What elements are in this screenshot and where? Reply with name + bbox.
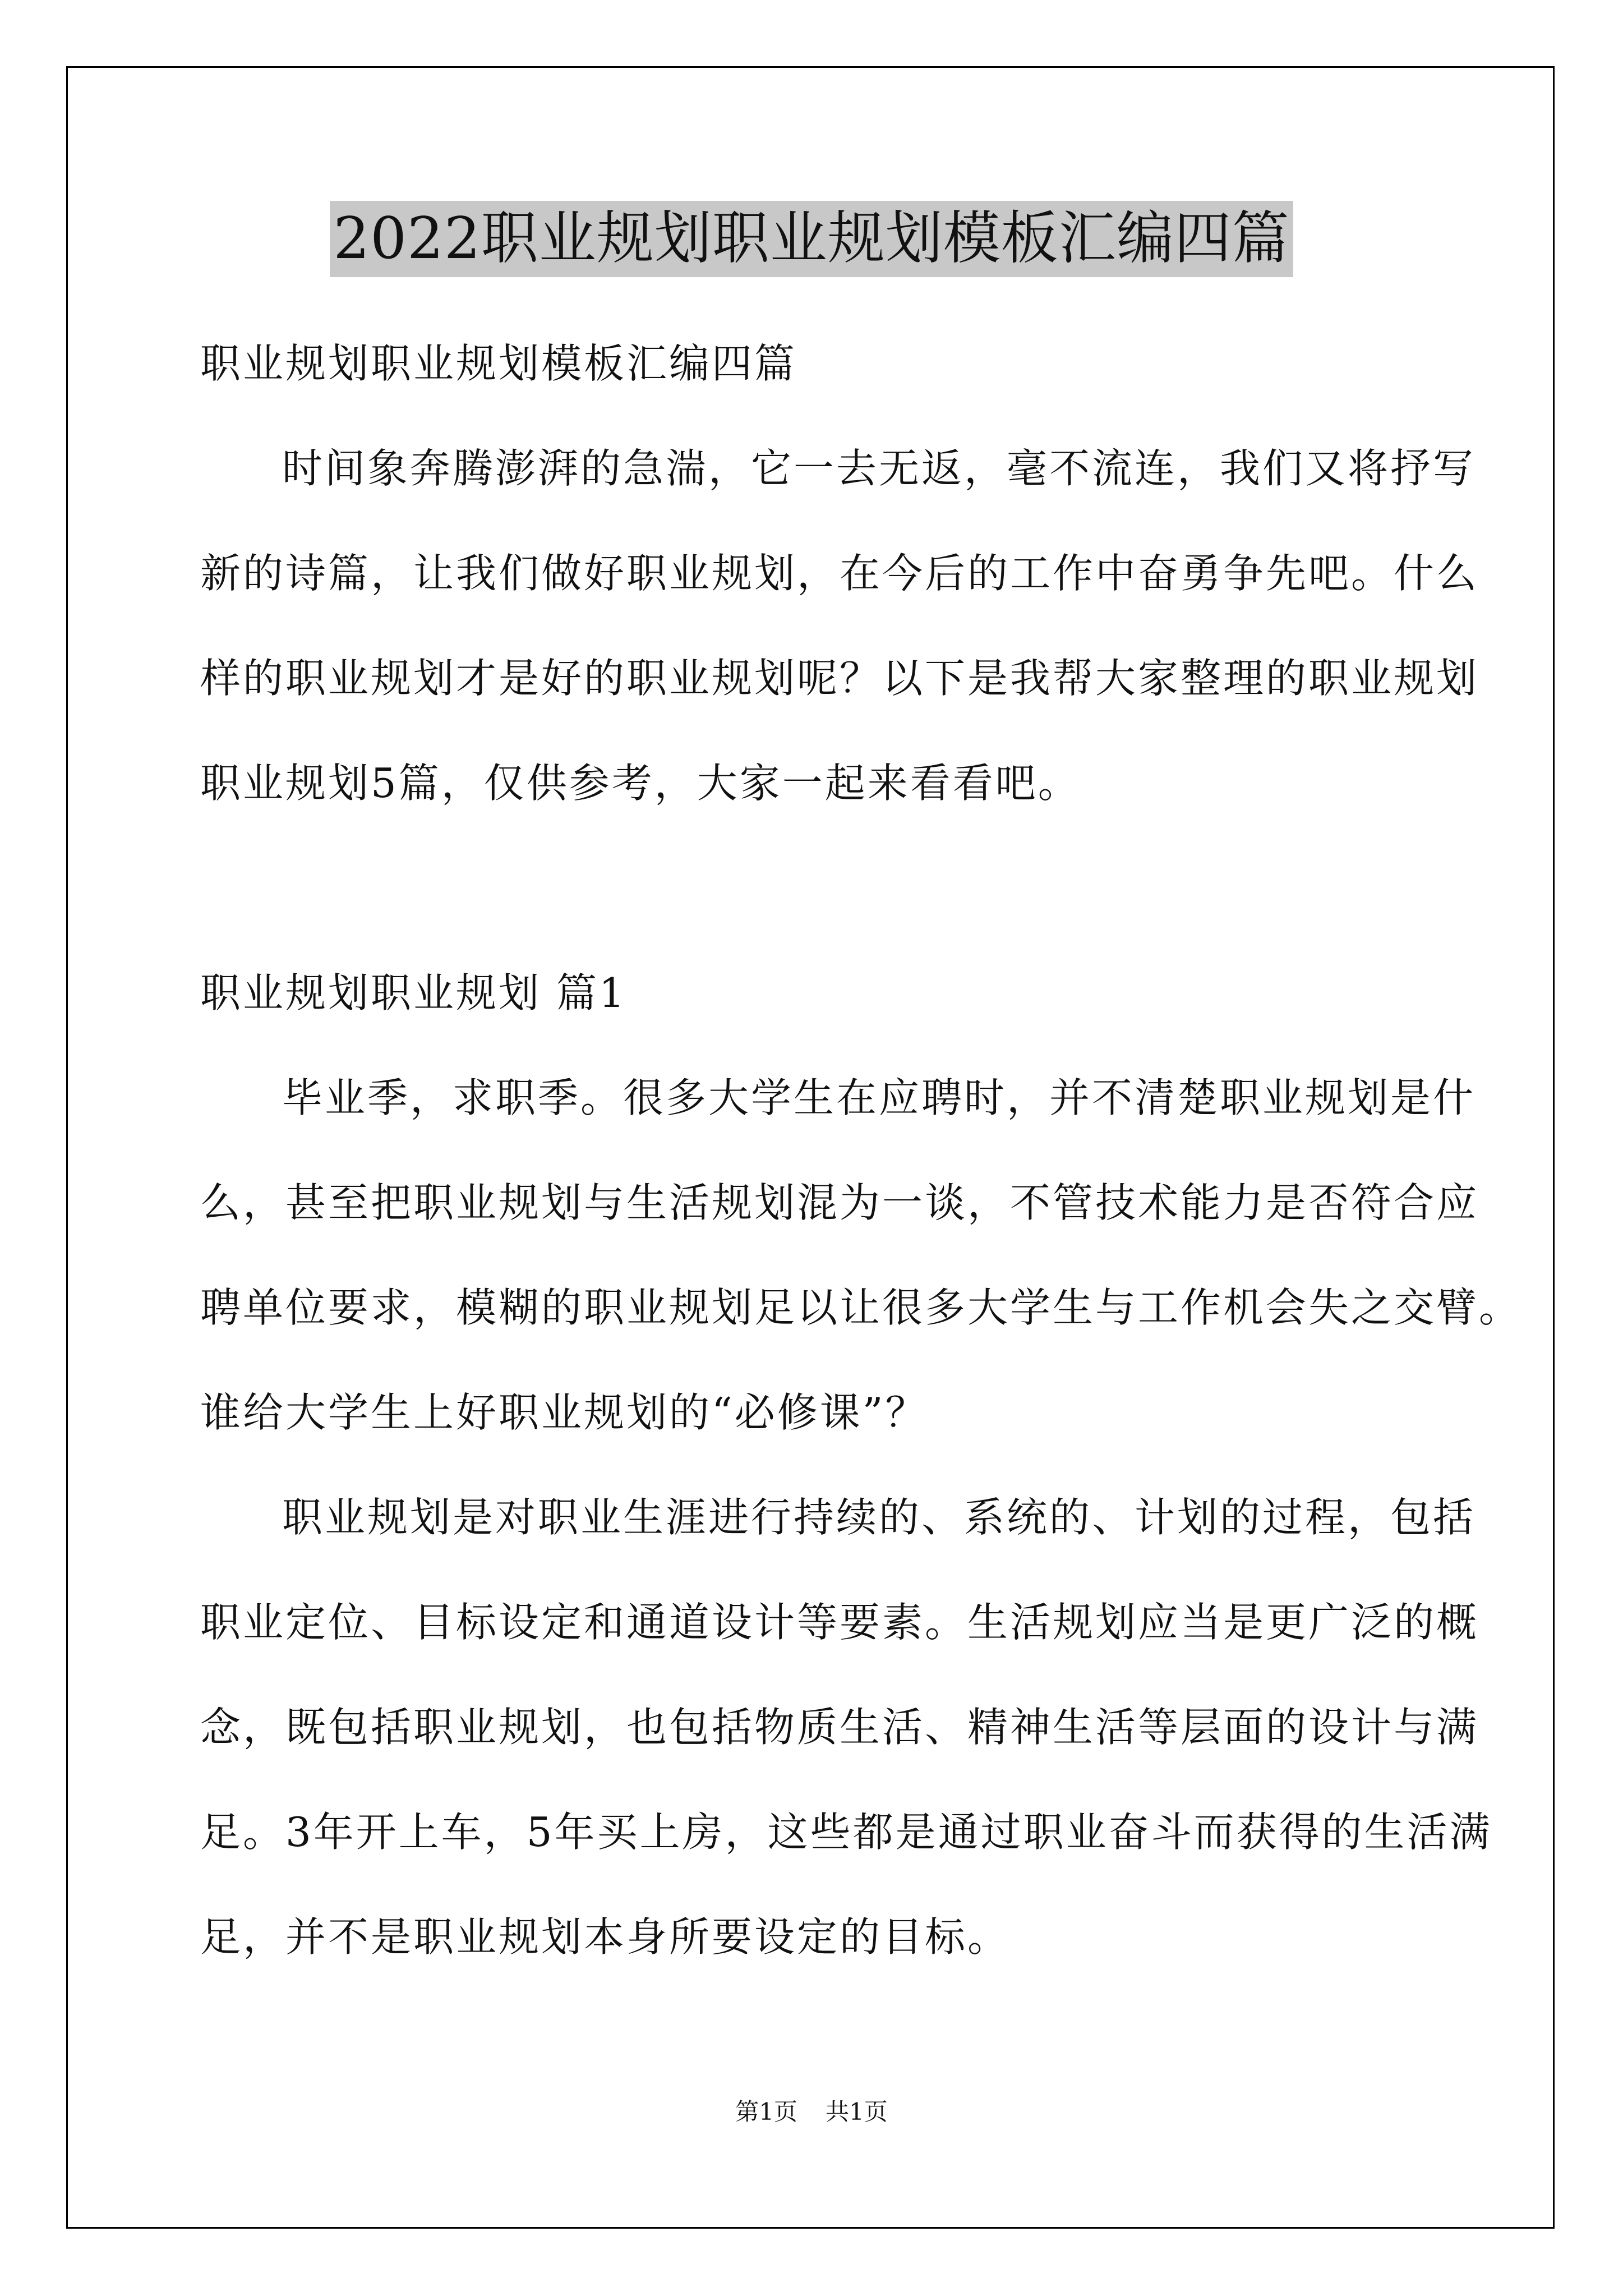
intro-line: 样的职业规划才是好的职业规划呢？以下是我帮大家整理的职业规划 (200, 655, 1479, 702)
paragraph-spacer (200, 836, 1428, 941)
paragraph-line: 毕业季，求职季。很多大学生在应聘时，并不清楚职业规划是什 (282, 1074, 1476, 1121)
document-title: 2022职业规划职业规划模板汇编四篇 (330, 201, 1293, 277)
intro-line: 职业规划5篇，仅供参考，大家一起来看看吧。 (200, 760, 1081, 807)
page-footer (0, 2095, 1623, 2129)
page-total: 共1页 (826, 2098, 888, 2125)
paragraph-line: 职业定位、目标设定和通道设计等要素。生活规划应当是更广泛的概 (200, 1599, 1479, 1646)
intro-line: 新的诗篇，让我们做好职业规划，在今后的工作中奋勇争先吧。什么 (200, 550, 1479, 597)
paragraph-line: 念，既包括职业规划，也包括物质生活、精神生活等层面的设计与满 (200, 1704, 1479, 1751)
section-heading: 职业规划职业规划 篇1 (200, 969, 627, 1016)
document-subtitle: 职业规划职业规划模板汇编四篇 (200, 340, 797, 387)
paragraph-line: 聘单位要求，模糊的职业规划足以让很多大学生与工作机会失之交臂。 (200, 1284, 1522, 1331)
paragraph-line: 足，并不是职业规划本身所要设定的目标。 (200, 1913, 1011, 1961)
paragraph-line: 职业规划是对职业生涯进行持续的、系统的、计划的过程，包括 (282, 1494, 1476, 1541)
paragraph-line: 么，甚至把职业规划与生活规划混为一谈，不管技术能力是否符合应 (200, 1179, 1479, 1226)
paragraph-line: 足。3年开上车，5年买上房，这些都是通过职业奋斗而获得的生活满 (200, 1809, 1492, 1856)
document-body (200, 311, 1522, 1990)
title-container (0, 201, 1623, 277)
intro-line: 时间象奔腾澎湃的急湍，它一去无返，毫不流连，我们又将抒写 (282, 445, 1476, 492)
page-number: 第1页 (735, 2098, 797, 2125)
paragraph-line: 谁给大学生上好职业规划的“必修课”？ (200, 1389, 928, 1436)
